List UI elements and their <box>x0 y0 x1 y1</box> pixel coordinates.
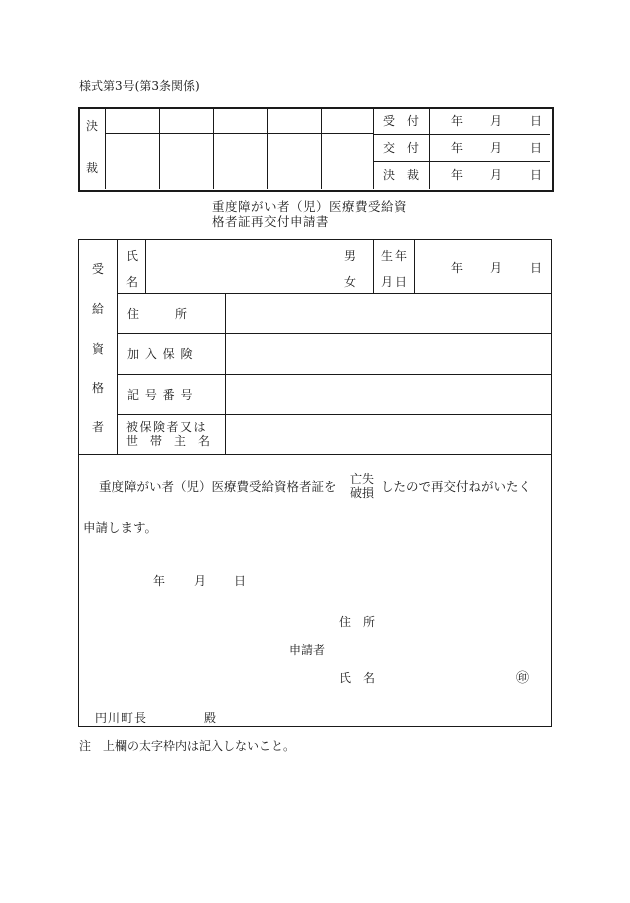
side-char-2: 給 <box>92 302 105 316</box>
received-day: 日 <box>530 114 543 128</box>
approval-label-bottom: 裁 <box>86 161 99 175</box>
received-year: 年 <box>451 114 464 128</box>
approval-label-top: 決 <box>86 119 99 133</box>
form-number: 様式第3号(第3条関係) <box>79 79 200 93</box>
applicant-address-label: 住 所 <box>339 615 376 629</box>
insured-label-line-1: 被保険者又は <box>126 420 208 434</box>
birth-day: 日 <box>530 261 543 275</box>
received-label: 受 付 <box>383 114 420 128</box>
received-month: 月 <box>490 114 503 128</box>
footnote: 注 上欄の太字枠内は記入しないこと。 <box>79 739 296 753</box>
applicant-label: 申請者 <box>289 643 326 657</box>
application-day: 日 <box>234 574 247 588</box>
applicant-name-label: 氏 名 <box>339 671 376 685</box>
seal-mark: ㊞ <box>516 671 530 686</box>
birth-label-top: 生年 <box>381 249 410 263</box>
addressee-honorific: 殿 <box>204 711 217 725</box>
issued-label: 交 付 <box>383 141 420 155</box>
birth-label-bottom: 月日 <box>381 275 410 289</box>
statement-option-lost: 亡失 <box>350 472 375 486</box>
statement-option-damaged: 破損 <box>350 486 375 500</box>
decided-day: 日 <box>530 168 543 182</box>
title-line-1: 重度障がい者（児）医療費受給資 <box>212 199 408 214</box>
name-label-bottom: 名 <box>126 275 139 289</box>
application-month: 月 <box>194 574 207 588</box>
symbol-number-label: 記 号 番 号 <box>127 388 194 402</box>
statement-line-2: 申請します。 <box>83 520 158 535</box>
decided-month: 月 <box>490 168 503 182</box>
female-option: 女 <box>344 275 357 289</box>
side-char-4: 格 <box>92 381 105 395</box>
name-label-top: 氏 <box>126 249 139 263</box>
statement-text-before: 重度障がい者（児）医療費受給資格者証を <box>99 479 337 494</box>
birth-month: 月 <box>490 261 503 275</box>
decided-label: 決 裁 <box>383 168 420 182</box>
application-year: 年 <box>153 574 166 588</box>
decided-year: 年 <box>451 168 464 182</box>
issued-year: 年 <box>451 141 464 155</box>
address-label: 住 所 <box>127 307 188 321</box>
birth-year: 年 <box>451 261 464 275</box>
insured-label-line-2: 世 帯 主 名 <box>126 434 211 448</box>
side-char-1: 受 <box>92 262 105 276</box>
issued-month: 月 <box>490 141 503 155</box>
addressee-name: 円川町長 <box>95 711 148 725</box>
side-char-3: 資 <box>92 342 105 356</box>
male-option: 男 <box>344 249 357 263</box>
issued-day: 日 <box>530 141 543 155</box>
insurance-label: 加 入 保 険 <box>127 347 194 361</box>
title-line-2: 格者証再交付申請書 <box>212 214 330 229</box>
side-char-5: 者 <box>92 420 105 434</box>
statement-text-after: したので再交付ねがいたく <box>381 479 532 494</box>
